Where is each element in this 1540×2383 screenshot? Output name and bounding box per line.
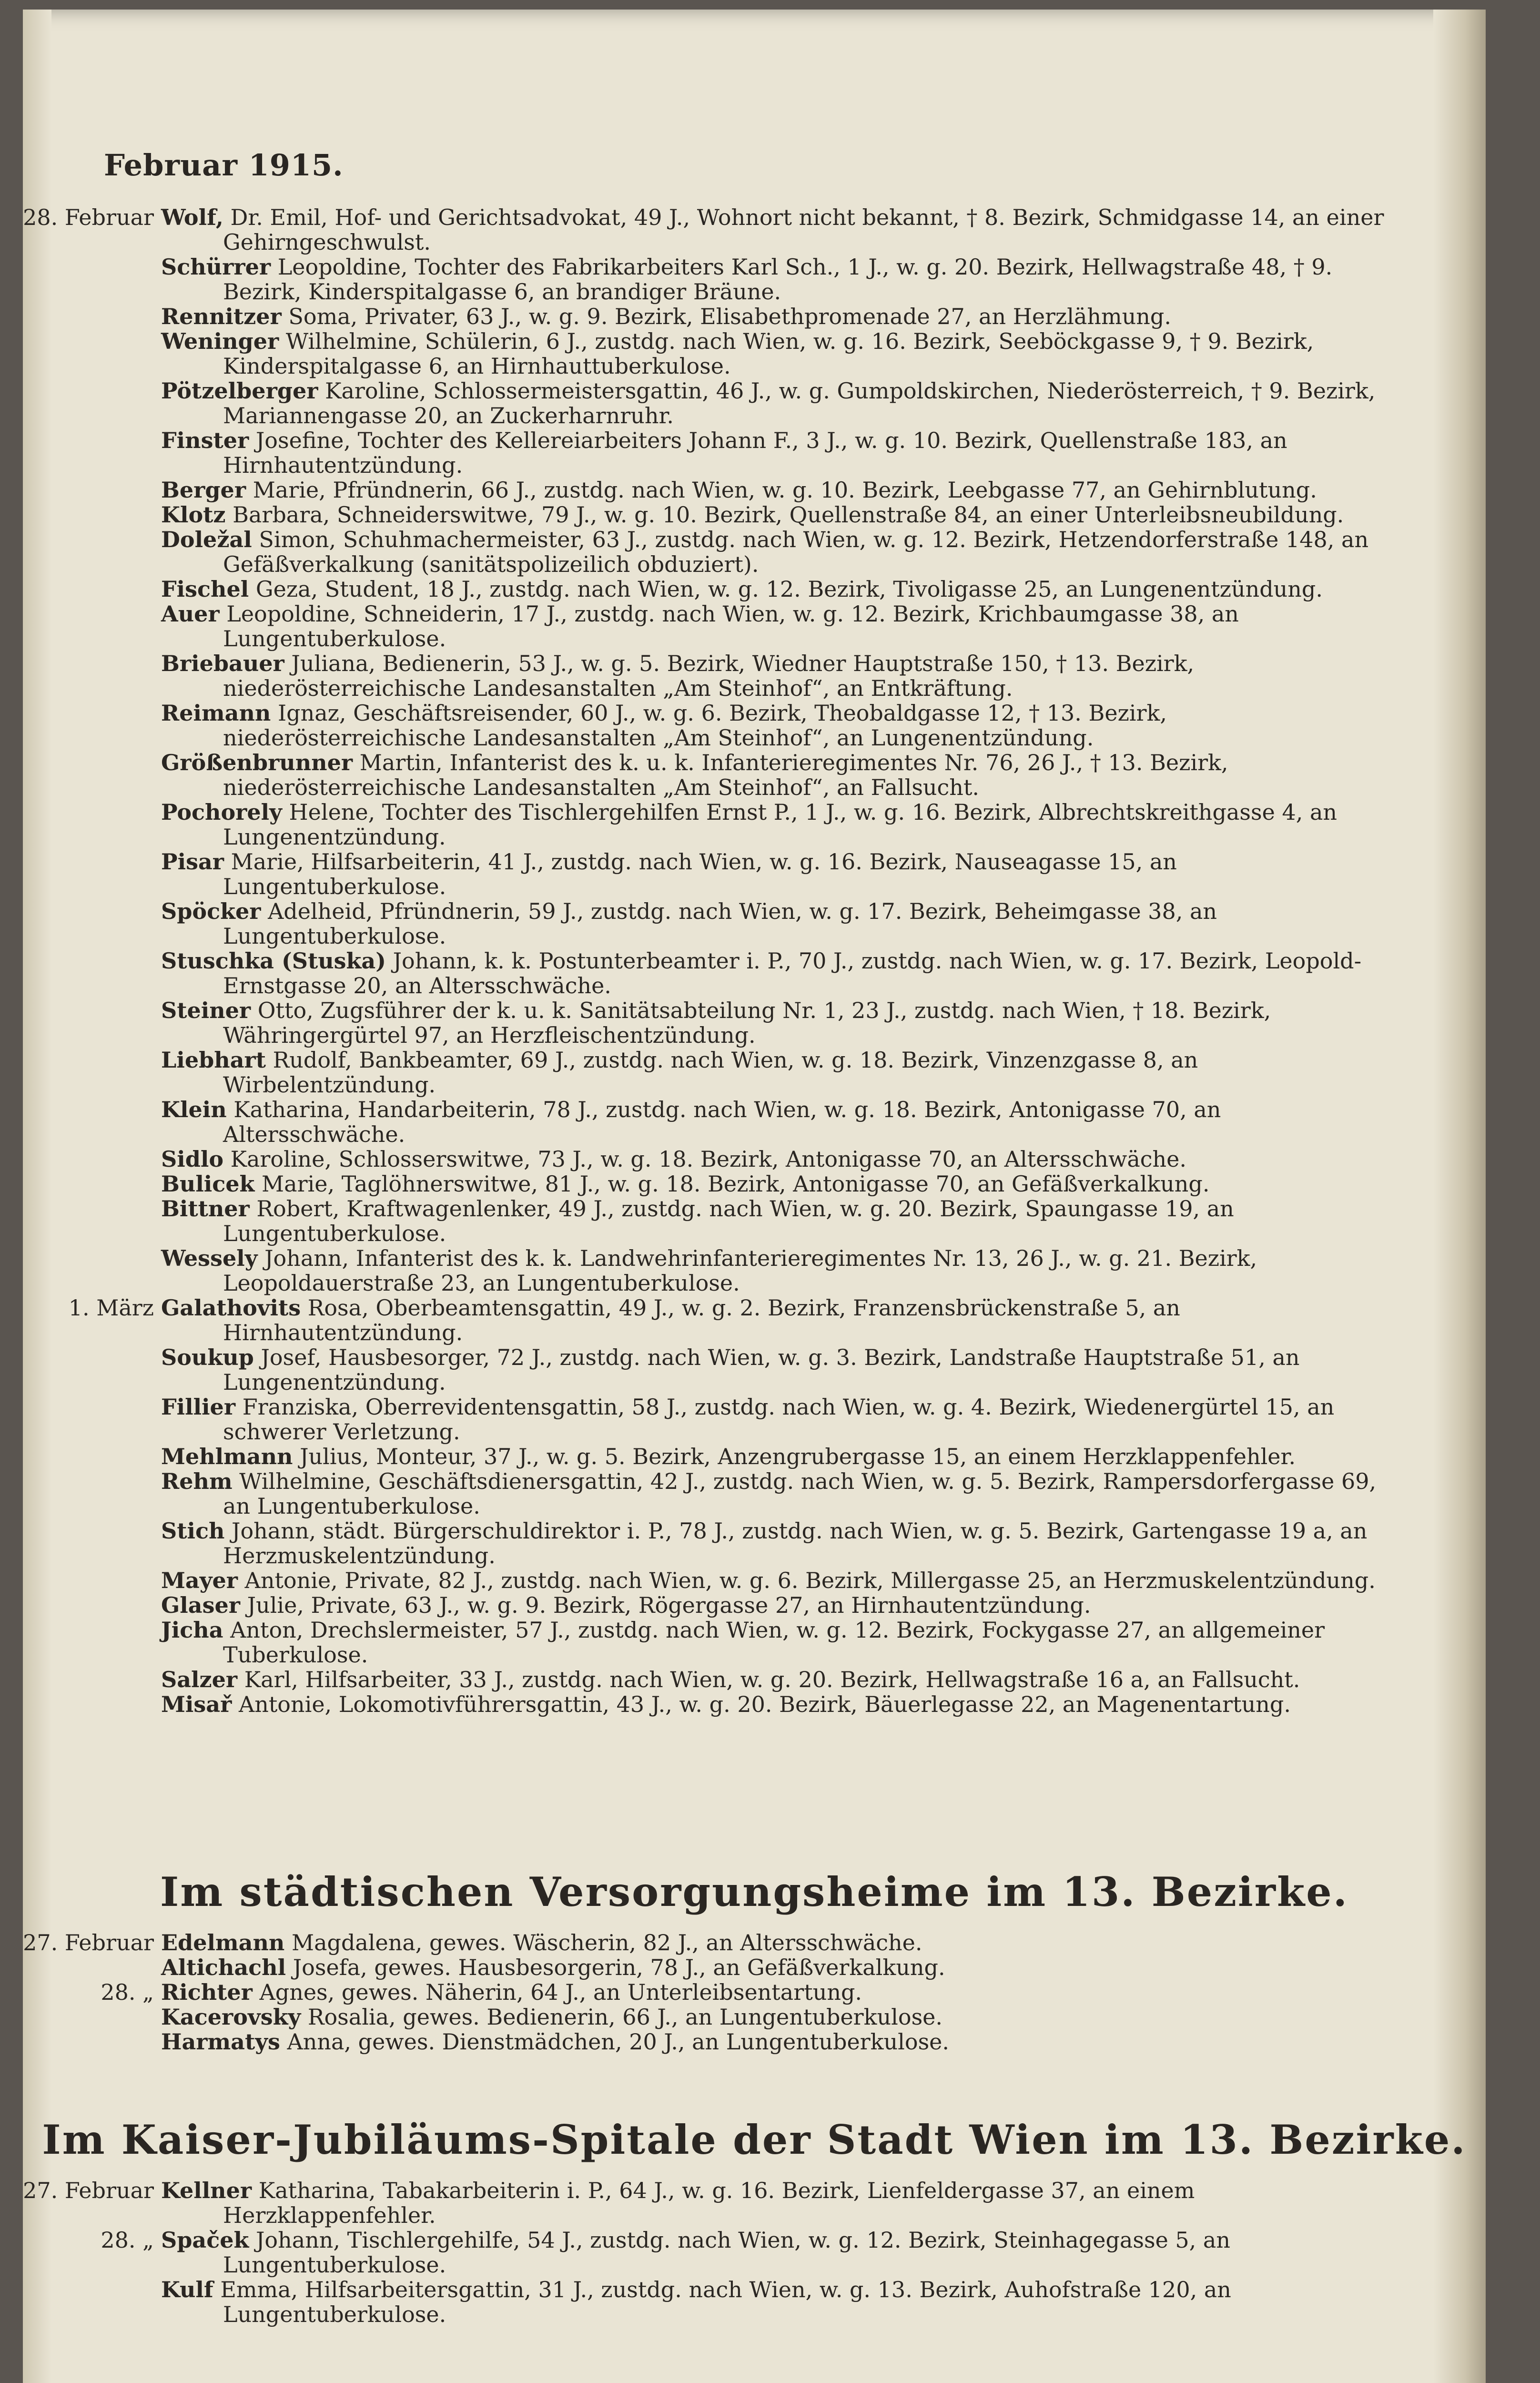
entry-surname: Doležal — [161, 527, 252, 552]
entry-details: Johann, Tischlergehilfe, 54 J., zustdg. nach Wien, w. g. 12. Bezirk, Steinhagegasse 5, an Lungentuberkulose. — [223, 2227, 1230, 2278]
entry-text — [161, 478, 1395, 502]
entry-text — [161, 1171, 1395, 1196]
register-entry — [23, 948, 1452, 998]
entry-text — [161, 1955, 1395, 1980]
entry-date: 28. „ — [101, 2227, 154, 2253]
entry-details: Dr. Emil, Hof- und Gerichtsadvokat, 49 J., Wohnort nicht bekannt, † 8. Bezirk, Schmidgasse 14, an einer Gehirngeschwulst. — [223, 204, 1384, 255]
entry-text — [161, 849, 1395, 899]
register-entry — [23, 255, 1452, 304]
entry-surname: Sidlo — [161, 1146, 224, 1172]
entry-text — [161, 651, 1395, 701]
entry-surname: Wolf, — [161, 204, 223, 230]
entry-date: 27. Februar — [23, 2178, 154, 2203]
entry-surname: Bittner — [161, 1196, 250, 1222]
entry-details: Julius, Monteur, 37 J., w. g. 5. Bezirk, Anzengrubergasse 15, an einem Herzklappenfehler. — [300, 1444, 1296, 1469]
entry-text — [161, 1568, 1395, 1593]
register-entry — [23, 1667, 1452, 1692]
entry-surname: Klein — [161, 1097, 227, 1122]
entry-details: Katharina, Tabakarbeiterin i. P., 64 J., w. g. 16. Bezirk, Lienfeldergasse 37, an einem Herzklappenfehler. — [223, 2178, 1195, 2228]
register-entry — [23, 750, 1452, 800]
entry-surname: Reimann — [161, 700, 271, 726]
register-entry — [23, 1345, 1452, 1395]
register-entry — [23, 1955, 1452, 1980]
entry-surname: Altichachl — [161, 1955, 286, 1980]
register-entry — [23, 1618, 1452, 1667]
entry-details: Juliana, Bedienerin, 53 J., w. g. 5. Bezirk, Wiedner Hauptstraße 150, † 13. Bezirk, niederösterreichische Landesanstalten „Am Steinhof“, an Entkräftung. — [223, 651, 1195, 701]
entry-surname: Edelmann — [161, 1930, 285, 1955]
entry-details: Otto, Zugsführer der k. u. k. Sanitätsabteilung Nr. 1, 23 J., zustdg. nach Wien, † 18. Bezirk, Währingergürtel 97, an Herzfleischentzündung. — [223, 998, 1271, 1048]
register-entry — [23, 601, 1452, 651]
entry-surname: Berger — [161, 477, 246, 503]
register-entry — [23, 428, 1452, 478]
register-entry — [23, 577, 1452, 601]
register-entry — [23, 1930, 1452, 1955]
entry-details: Rosa, Oberbeamtensgattin, 49 J., w. g. 2. Bezirk, Franzensbrückenstraße 5, an Hirnhautentzündung. — [223, 1295, 1180, 1345]
section-title-versorgungsheim: Im städtischen Versorgungsheime im 13. Bezirke. — [160, 1868, 1348, 1915]
entry-details: Magdalena, gewes. Wäscherin, 82 J., an Altersschwäche. — [291, 1930, 922, 1955]
entry-surname: Mehlmann — [161, 1444, 293, 1469]
page-header: Februar 1915. — [104, 148, 344, 183]
entry-surname: Briebauer — [161, 651, 284, 676]
entry-surname: Spaček — [161, 2227, 249, 2253]
entry-text — [161, 1048, 1395, 1097]
register-entry — [23, 651, 1452, 701]
entry-details: Antonie, Private, 82 J., zustdg. nach Wien, w. g. 6. Bezirk, Millergasse 25, an Herzmuskelentzündung. — [244, 1568, 1376, 1593]
entry-details: Leopoldine, Tochter des Fabrikarbeiters Karl Sch., 1 J., w. g. 20. Bezirk, Hellwagstraße 48, † 9. Bezirk, Kinderspitalgasse 6, an brandiger Bräune. — [223, 254, 1333, 305]
register-entry — [23, 478, 1452, 502]
entry-details: Wilhelmine, Schülerin, 6 J., zustdg. nach Wien, w. g. 16. Bezirk, Seeböckgasse 9, † 9. Bezirk, Kinderspitalgasse 6, an Hirnhauttuberkulose. — [223, 328, 1314, 379]
register-entry — [23, 1692, 1452, 1717]
entry-details: Anna, gewes. Dienstmädchen, 20 J., an Lungentuberkulose. — [287, 2029, 950, 2055]
entry-details: Adelheid, Pfründnerin, 59 J., zustdg. nach Wien, w. g. 17. Bezirk, Beheimgasse 38, an Lungentuberkulose. — [223, 898, 1217, 949]
entry-surname: Richter — [161, 1979, 253, 2005]
entry-text — [161, 2228, 1395, 2277]
register-entry — [23, 2228, 1452, 2277]
entry-surname: Kulf — [161, 2277, 213, 2302]
entry-details: Johann, städt. Bürgerschuldirektor i. P., 78 J., zustdg. nach Wien, w. g. 5. Bezirk, Gartengasse 19 a, an Herzmuskelentzündung. — [223, 1518, 1368, 1568]
entry-details: Johann, k. k. Postunterbeamter i. P., 70 J., zustdg. nach Wien, w. g. 17. Bezirk, Leopold-Ernstgasse 20, an Altersschwäche. — [223, 948, 1362, 998]
entry-surname: Rennitzer — [161, 304, 282, 329]
entry-text — [161, 255, 1395, 304]
entry-text — [161, 1147, 1395, 1171]
entry-details: Katharina, Handarbeiterin, 78 J., zustdg. nach Wien, w. g. 18. Bezirk, Antonigasse 70, an Altersschwäche. — [223, 1097, 1221, 1147]
entry-text — [161, 1196, 1395, 1246]
entry-text — [161, 1246, 1395, 1295]
entry-surname: Pochorely — [161, 799, 282, 825]
entry-text — [161, 601, 1395, 651]
entry-text — [161, 1518, 1395, 1568]
entry-details: Soma, Privater, 63 J., w. g. 9. Bezirk, Elisabethpromenade 27, an Herzlähmung. — [288, 304, 1171, 329]
entry-details: Josef, Hausbesorger, 72 J., zustdg. nach Wien, w. g. 3. Bezirk, Landstraße Hauptstraße 51, an Lungenentzündung. — [223, 1344, 1300, 1395]
entry-details: Agnes, gewes. Näherin, 64 J., an Unterleibsentartung. — [259, 1979, 862, 2005]
entry-surname: Liebhart — [161, 1047, 266, 1073]
entry-details: Leopoldine, Schneiderin, 17 J., zustdg. nach Wien, w. g. 12. Bezirk, Krichbaumgasse 38, an Lungentuberkulose. — [223, 601, 1239, 652]
entry-text — [161, 1930, 1395, 1955]
register-entry — [23, 899, 1452, 948]
entry-surname: Spöcker — [161, 898, 261, 924]
entry-details: Marie, Pfründnerin, 66 J., zustdg. nach Wien, w. g. 10. Bezirk, Leebgasse 77, an Gehirnblutung. — [253, 477, 1317, 503]
register-entry — [23, 1518, 1452, 1568]
entry-surname: Stich — [161, 1518, 225, 1544]
entry-surname: Glaser — [161, 1592, 240, 1618]
entry-text — [161, 1295, 1395, 1345]
entry-surname: Weninger — [161, 328, 279, 354]
entry-text — [161, 1667, 1395, 1692]
register-entry — [23, 1048, 1452, 1097]
entry-surname: Rehm — [161, 1468, 233, 1494]
register-entry — [23, 1147, 1452, 1171]
register-entry — [23, 1196, 1452, 1246]
entry-details: Simon, Schuhmachermeister, 63 J., zustdg. nach Wien, w. g. 12. Bezirk, Hetzendorferstraße 148, an Gefäßverkalkung (sanitätspolizeilich obduziert). — [223, 527, 1369, 577]
entry-text — [161, 2277, 1395, 2327]
entry-date: 1. März — [68, 1295, 154, 1321]
entry-details: Josefa, gewes. Hausbesorgerin, 78 J., an Gefäßverkalkung. — [293, 1955, 945, 1980]
entry-surname: Stuschka (Stuska) — [161, 948, 386, 974]
entry-text — [161, 2005, 1395, 2029]
entry-surname: Misař — [161, 1691, 232, 1717]
register-entry — [23, 1568, 1452, 1593]
entry-surname: Auer — [161, 601, 220, 627]
register-entry — [23, 1097, 1452, 1147]
register-entry — [23, 998, 1452, 1048]
entry-details: Josefine, Tochter des Kellereiarbeiters Johann F., 3 J., w. g. 10. Bezirk, Quellenstraße 183, an Hirnhautentzündung. — [223, 428, 1287, 478]
entry-text — [161, 948, 1395, 998]
entry-surname: Fillier — [161, 1394, 236, 1420]
entry-text — [161, 899, 1395, 948]
entry-details: Franziska, Oberrevidentensgattin, 58 J., zustdg. nach Wien, w. g. 4. Bezirk, Wiedenergürtel 15, an schwerer Verletzung. — [223, 1394, 1335, 1445]
entry-surname: Kacerovsky — [161, 2004, 301, 2030]
entry-surname: Soukup — [161, 1344, 254, 1370]
register-entry — [23, 502, 1452, 527]
register-entry — [23, 1593, 1452, 1618]
entry-surname: Jicha — [161, 1617, 223, 1643]
entry-details: Marie, Hilfsarbeiterin, 41 J., zustdg. nach Wien, w. g. 16. Bezirk, Nauseagasse 15, an Lungentuberkulose. — [223, 849, 1177, 899]
register-entry — [23, 701, 1452, 750]
register-entry — [23, 304, 1452, 329]
entry-text — [161, 1345, 1395, 1395]
section-title-kaiser-jubilaeums-spital: Im Kaiser-Jubiläums-Spitale der Stadt Wien im 13. Bezirke. — [42, 2116, 1467, 2163]
entry-text — [161, 1692, 1395, 1717]
entry-text — [161, 1618, 1395, 1667]
entry-text — [161, 800, 1395, 849]
entry-surname: Bulicek — [161, 1171, 255, 1197]
register-entry — [23, 1469, 1452, 1518]
entry-details: Johann, Infanterist des k. k. Landwehrinfanterieregimentes Nr. 13, 26 J., w. g. 21. Bezirk, Leopoldauerstraße 23, an Lungentuberkulose. — [223, 1245, 1257, 1296]
entry-details: Ignaz, Geschäftsreisender, 60 J., w. g. 6. Bezirk, Theobaldgasse 12, † 13. Bezirk, niederösterreichische Landesanstalten „Am Steinhof“, an Lungenentzündung. — [223, 700, 1167, 751]
entry-surname: Salzer — [161, 1667, 238, 1692]
entry-surname: Finster — [161, 428, 249, 453]
entry-details: Geza, Student, 18 J., zustdg. nach Wien, w. g. 12. Bezirk, Tivoligasse 25, an Lungenentzündung. — [255, 576, 1323, 602]
entry-surname: Steiner — [161, 998, 251, 1023]
entry-surname: Pötzelberger — [161, 378, 318, 404]
entry-details: Antonie, Lokomotivführersgattin, 43 J., w. g. 20. Bezirk, Bäuerlegasse 22, an Magenentartung. — [238, 1691, 1291, 1717]
register-entry — [23, 2178, 1452, 2228]
entry-surname: Fischel — [161, 576, 249, 602]
entry-text — [161, 750, 1395, 800]
entry-text — [161, 1395, 1395, 1444]
entry-details: Barbara, Schneiderswitwe, 79 J., w. g. 10. Bezirk, Quellenstraße 84, an einer Unterleibsneubildung. — [233, 502, 1344, 528]
register-entry — [23, 1395, 1452, 1444]
entry-text — [161, 1469, 1395, 1518]
entry-surname: Klotz — [161, 502, 226, 528]
register-entry — [23, 1444, 1452, 1469]
entry-text — [161, 998, 1395, 1048]
entry-details: Helene, Tochter des Tischlergehilfen Ernst P., 1 J., w. g. 16. Bezirk, Albrechtskreithgasse 4, an Lungenentzündung. — [223, 799, 1337, 850]
entry-text — [161, 2178, 1395, 2228]
entry-details: Anton, Drechslermeister, 57 J., zustdg. nach Wien, w. g. 12. Bezirk, Fockygasse 27, an allgemeiner Tuberkulose. — [223, 1617, 1325, 1668]
entry-surname: Wessely — [161, 1245, 258, 1271]
register-entry — [23, 800, 1452, 849]
entry-surname: Schürrer — [161, 254, 271, 280]
register-entry — [23, 2029, 1452, 2054]
entry-surname: Harmatys — [161, 2029, 280, 2055]
register-entry — [23, 1246, 1452, 1295]
entry-details: Robert, Kraftwagenlenker, 49 J., zustdg. nach Wien, w. g. 20. Bezirk, Spaungasse 19, an Lungentuberkulose. — [223, 1196, 1234, 1246]
entry-details: Karoline, Schlossermeistersgattin, 46 J., w. g. Gumpoldskirchen, Niederösterreich, † 9. Bezirk, Mariannengasse 20, an Zuckerharnruhr. — [223, 378, 1376, 428]
entry-text — [161, 1097, 1395, 1147]
entry-text — [161, 577, 1395, 601]
entry-date: 27. Februar — [23, 1930, 154, 1955]
entry-text — [161, 1593, 1395, 1618]
section-entries-versorgungsheim — [23, 1930, 1452, 2054]
entry-text — [161, 1444, 1395, 1469]
entry-text — [161, 701, 1395, 750]
entry-text — [161, 428, 1395, 478]
entry-text — [161, 378, 1395, 428]
entry-details: Emma, Hilfsarbeitersgattin, 31 J., zustdg. nach Wien, w. g. 13. Bezirk, Auhofstraße 120, an Lungentuberkulose. — [220, 2277, 1231, 2327]
entry-details: Julie, Private, 63 J., w. g. 9. Bezirk, Rögergasse 27, an Hirnhautentzündung. — [247, 1592, 1091, 1618]
main-entries — [23, 205, 1452, 1717]
entry-details: Rosalia, gewes. Bedienerin, 66 J., an Lungentuberkulose. — [307, 2004, 943, 2030]
entry-text — [161, 2029, 1395, 2054]
register-entry — [23, 205, 1452, 255]
section-entries-kaiser-jubilaeums-spital — [23, 2178, 1452, 2327]
entry-text — [161, 329, 1395, 378]
entry-text — [161, 1980, 1395, 2005]
register-page — [23, 10, 1486, 2383]
entry-surname: Kellner — [161, 2178, 252, 2203]
entry-text — [161, 502, 1395, 527]
register-entry — [23, 1295, 1452, 1345]
entry-details: Karl, Hilfsarbeiter, 33 J., zustdg. nach Wien, w. g. 20. Bezirk, Hellwagstraße 16 a, an Fallsucht. — [244, 1667, 1300, 1692]
register-entry — [23, 2005, 1452, 2029]
entry-details: Rudolf, Bankbeamter, 69 J., zustdg. nach Wien, w. g. 18. Bezirk, Vinzenzgasse 8, an Wirbelentzündung. — [223, 1047, 1198, 1098]
register-entry — [23, 378, 1452, 428]
entry-text — [161, 304, 1395, 329]
entry-details: Wilhelmine, Geschäftsdienersgattin, 42 J., zustdg. nach Wien, w. g. 5. Bezirk, Rampersdorfergasse 69, an Lungentuberkulose. — [223, 1468, 1377, 1519]
register-entry — [23, 1980, 1452, 2005]
register-entry — [23, 849, 1452, 899]
register-entry — [23, 329, 1452, 378]
register-entry — [23, 527, 1452, 577]
entry-date: 28. „ — [101, 1979, 154, 2005]
entry-details: Marie, Taglöhnerswitwe, 81 J., w. g. 18. Bezirk, Antonigasse 70, an Gefäßverkalkung. — [262, 1171, 1210, 1197]
entry-surname: Mayer — [161, 1568, 238, 1593]
entry-text — [161, 205, 1395, 255]
entry-text — [161, 527, 1395, 577]
entry-details: Martin, Infanterist des k. u. k. Infanterieregimentes Nr. 76, 26 J., † 13. Bezirk, niederösterreichische Landesanstalten „Am Steinhof“, an Fallsucht. — [223, 750, 1228, 800]
entry-surname: Pisar — [161, 849, 224, 875]
register-entry — [23, 1171, 1452, 1196]
entry-surname: Galathovits — [161, 1295, 301, 1321]
entry-date: 28. Februar — [23, 204, 154, 230]
entry-details: Karoline, Schlosserswitwe, 73 J., w. g. 18. Bezirk, Antonigasse 70, an Altersschwäche. — [230, 1146, 1186, 1172]
entry-surname: Größenbrunner — [161, 750, 353, 775]
register-entry — [23, 2277, 1452, 2327]
